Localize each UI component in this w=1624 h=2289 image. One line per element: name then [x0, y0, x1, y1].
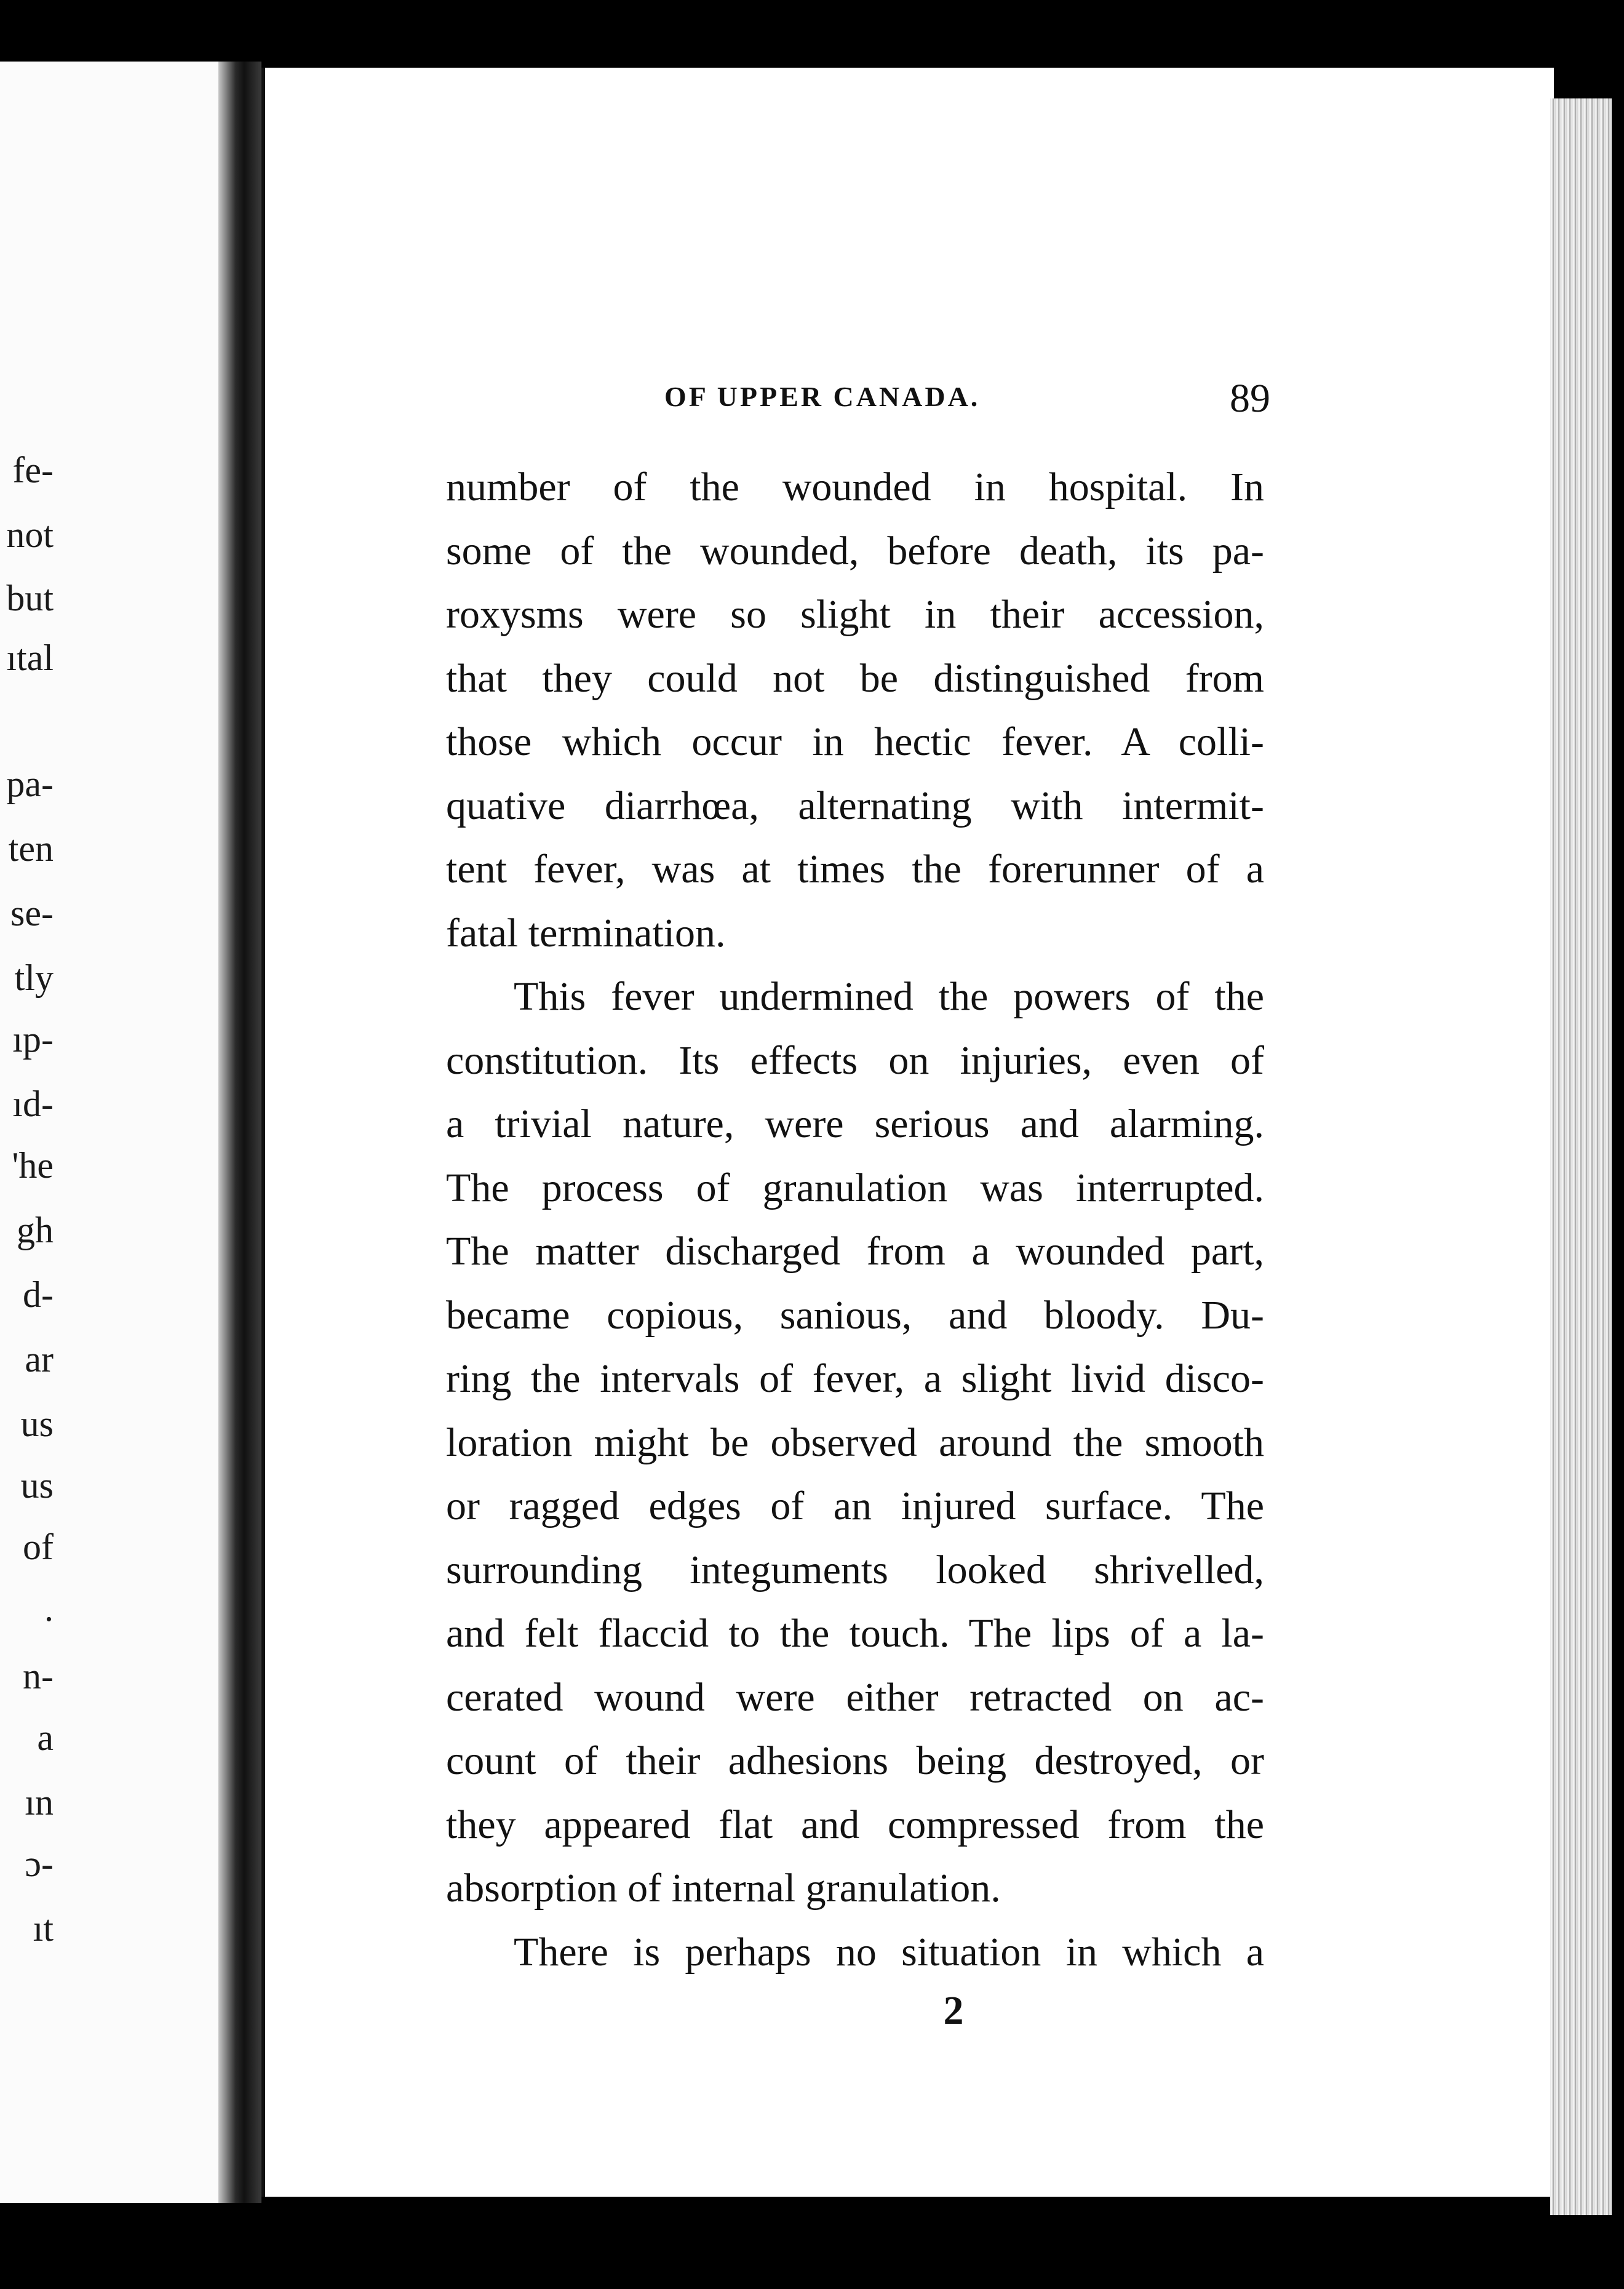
text-line: cerated wound were either retracted on ac- [446, 1674, 1264, 1720]
text-line: absorption of internal granulation. [446, 1866, 1001, 1911]
body-text [446, 455, 1264, 1984]
text-line: they appeared flat and compressed from the [446, 1802, 1264, 1847]
text-line: loration might be observed around the smooth [446, 1420, 1264, 1465]
text-line: constitution. Its effects on injuries, even of [446, 1037, 1264, 1083]
facing-page-fragment: d- [23, 1274, 54, 1315]
facing-page-text-fragments [0, 62, 218, 2203]
facing-page-fragment: ın [25, 1782, 54, 1823]
text-line: count of their adhesions being destroyed, or [446, 1738, 1264, 1783]
facing-page-fragment: ıt [33, 1908, 54, 1949]
facing-page-fragment: pa- [6, 764, 54, 804]
text-line: that they could not be distinguished from [446, 655, 1264, 701]
facing-page-fragment: not [6, 514, 54, 555]
facing-page-fragment: ıp- [12, 1019, 54, 1060]
running-head: OF UPPER CANADA. [664, 381, 981, 412]
text-line: This fever undermined the powers of the [514, 974, 1264, 1019]
facing-page-fragment: us [20, 1465, 54, 1506]
text-line: quative diarrhœa, alternating with intermit- [446, 783, 1264, 828]
text-line: surrounding integuments looked shrivelled, [446, 1547, 1264, 1592]
text-line: some of the wounded, before death, its pa- [446, 528, 1264, 573]
text-line: roxysms were so slight in their accession, [446, 592, 1264, 637]
text-line: or ragged edges of an injured surface. The [446, 1484, 1264, 1528]
page-header [664, 375, 1270, 425]
facing-page-fragment: tly [14, 957, 54, 998]
book-gutter [218, 62, 261, 2203]
page-number: 89 [1230, 376, 1270, 421]
facing-page-fragment: 'he [12, 1145, 54, 1186]
facing-page-fragment: n- [23, 1656, 54, 1696]
facing-page-fragment: ıtal [6, 637, 54, 678]
text-line: tent fever, was at times the forerunner of a [446, 847, 1264, 892]
facing-page-fragment: ıd- [12, 1084, 54, 1124]
text-line: The process of granulation was interrupted. [446, 1165, 1264, 1210]
facing-page-fragment: but [6, 578, 54, 618]
text-line: The matter discharged from a wounded part, [446, 1229, 1264, 1274]
facing-page-fragment: . [44, 1588, 54, 1629]
text-line: There is perhaps no situation in which a [514, 1929, 1264, 1975]
facing-page-fragment: se- [10, 893, 54, 933]
text-line: became copious, sanious, and bloody. Du- [446, 1292, 1264, 1338]
page-edges [1550, 98, 1612, 2215]
text-line: those which occur in hectic fever. A colli- [446, 719, 1264, 764]
facing-page-fragment: us [20, 1404, 54, 1444]
facing-page-fragment: of [23, 1527, 54, 1567]
text-line: and felt flaccid to the touch. The lips of a la- [446, 1611, 1264, 1656]
text-line: fatal termination. [446, 910, 726, 956]
facing-page-fragment: ten [8, 828, 54, 869]
text-line: number of the wounded in hospital. In [446, 465, 1264, 509]
facing-page-fragment: ɔ- [25, 1844, 54, 1884]
text-line: ring the intervals of fever, a slight livid disco- [446, 1356, 1264, 1401]
text-line: a trivial nature, were serious and alarming. [446, 1101, 1264, 1146]
facing-page-fragment: ar [25, 1339, 54, 1380]
facing-page-fragment: fe- [12, 450, 54, 490]
facing-page-left [0, 62, 218, 2203]
facing-page-fragment: a [37, 1717, 54, 1758]
signature-mark: 2 [943, 1988, 964, 2033]
facing-page-fragment: gh [17, 1210, 54, 1250]
